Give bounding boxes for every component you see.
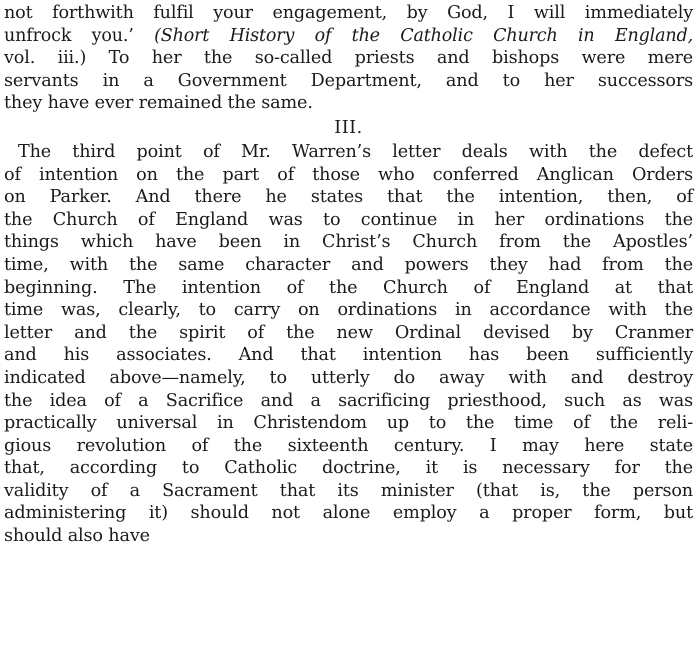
text-line <box>4 525 693 548</box>
text-line <box>4 209 693 232</box>
text-segment: they have ever remained the same. <box>4 93 313 114</box>
text-segment: time was, clearly, to carry on ordinations in accordance with the <box>4 300 693 321</box>
text-segment: vol. iii.) To her the so-called priests and bishops were mere <box>4 48 693 69</box>
text-segment: not forthwith fulfil your engagement, by God, I will immediately <box>4 3 693 23</box>
text-line <box>4 299 693 322</box>
text-line <box>4 254 693 277</box>
book-page <box>4 2 693 548</box>
text-line <box>4 277 693 300</box>
paragraph-2 <box>4 141 693 548</box>
text-line <box>4 457 693 480</box>
section-heading: III. <box>334 117 363 138</box>
text-line <box>4 70 693 93</box>
text-segment: letter and the spirit of the new Ordinal devised by Cranmer <box>4 322 693 343</box>
text-segment: the Church of England was to continue in her ordinations the <box>4 209 693 230</box>
text-line <box>4 164 693 187</box>
text-segment: indicated above—namely, to utterly do away with and destroy <box>4 367 693 388</box>
text-segment: should also have <box>4 526 150 547</box>
text-segment: things which have been in Christ’s Church from the Apostles’ <box>4 232 693 253</box>
text-segment: unfrock you.’ <box>4 25 155 46</box>
text-segment: administering it) should not alone employ a proper form, but <box>4 503 693 524</box>
paragraph-1 <box>4 2 693 115</box>
text-segment: and his associates. And that intention has been sufficiently <box>4 345 693 366</box>
text-line <box>4 92 693 115</box>
text-segment: time, with the same character and powers they had from the <box>4 254 693 275</box>
text-line <box>4 141 693 164</box>
text-segment: The third point of Mr. Warren’s letter deals with the defect <box>18 141 693 162</box>
text-segment: on Parker. And there he states that the intention, then, of <box>4 187 693 208</box>
text-line <box>4 186 693 209</box>
text-line <box>4 25 693 48</box>
text-segment: of intention on the part of those who conferred Anglican Orders <box>4 164 693 185</box>
text-line <box>4 435 693 458</box>
text-line <box>4 231 693 254</box>
text-segment: practically universal in Christendom up to the time of the reli- <box>4 413 693 434</box>
text-line <box>4 322 693 345</box>
italic-citation: (Short History of the Catholic Church in England, <box>154 25 694 46</box>
text-line <box>4 2 693 25</box>
text-segment: servants in a Government Department, and to her successors <box>4 70 693 91</box>
text-segment: validity of a Sacrament that its minister (that is, the person <box>4 480 693 501</box>
text-segment: gious revolution of the sixteenth century. I may here state <box>4 435 693 456</box>
text-line <box>4 344 693 367</box>
text-segment: beginning. The intention of the Church of England at that <box>4 277 693 298</box>
text-line <box>4 47 693 70</box>
text-line <box>4 367 693 390</box>
text-line <box>4 480 693 503</box>
text-line <box>4 412 693 435</box>
text-line <box>4 390 693 413</box>
text-segment: that, according to Catholic doctrine, it is necessary for the <box>4 458 693 479</box>
text-segment: the idea of a Sacrifice and a sacrificing priesthood, such as was <box>4 390 693 411</box>
text-line <box>4 502 693 525</box>
